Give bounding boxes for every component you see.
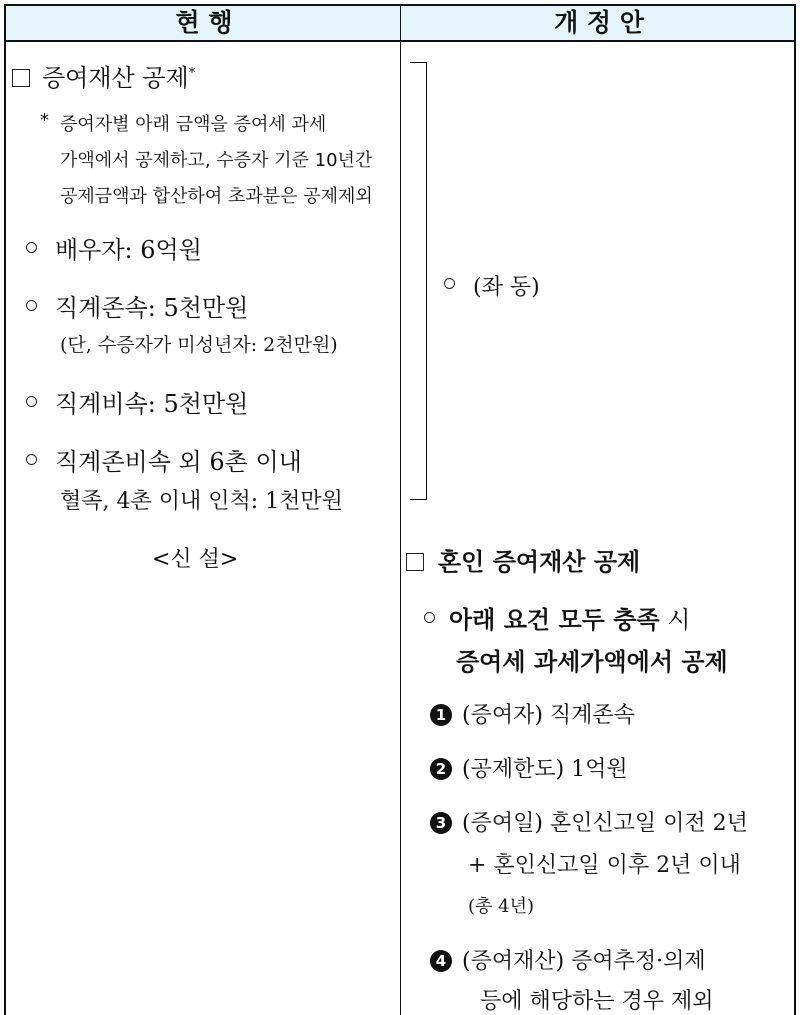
current-footnote: * <box>40 110 49 131</box>
column-divider <box>400 4 401 1015</box>
checkbox-square-icon <box>406 553 424 571</box>
circle-bullet-icon <box>26 396 37 407</box>
number-1-icon: 1 <box>430 704 452 726</box>
current-item: 직계존비속 외 6촌 이내 <box>26 442 302 477</box>
circle-bullet-icon <box>26 300 37 311</box>
circle-bullet-icon <box>444 278 455 289</box>
bracket-line <box>410 62 427 500</box>
circle-bullet-icon <box>26 242 37 253</box>
circle-bullet-icon <box>26 454 37 465</box>
header-current: 현 행 <box>175 8 233 37</box>
footnote-line: 증여자별 아래 금액을 증여세 과세 <box>60 114 327 135</box>
footnote-line: 가액에서 공제하고, 수증자 기준 10년간 <box>60 150 373 171</box>
requirement-item: 3 (증여일) 혼인신고일 이전 2년 <box>430 806 748 837</box>
current-item: 직계비속: 5천만원 <box>26 384 248 419</box>
checkbox-square-icon <box>12 69 30 87</box>
requirement-line: (총 4년) <box>468 896 534 917</box>
table-border-right <box>794 4 796 1015</box>
current-section-title: 증여재산 공제* <box>12 58 195 93</box>
footnote-line: 공제금액과 합산하여 초과분은 공제제외 <box>60 186 373 207</box>
requirement-item: 4 (증여재산) 증여추정·의제 <box>430 944 706 975</box>
number-4-icon: 4 <box>430 950 452 972</box>
proposed-condition-line2: 증여세 과세가액에서 공제 <box>456 647 728 676</box>
requirement-line: + 혼인신고일 이후 2년 이내 <box>468 853 741 878</box>
circle-bullet-icon <box>424 612 435 623</box>
header-proposed: 개 정 안 <box>554 8 644 37</box>
number-3-icon: 3 <box>430 812 452 834</box>
requirement-item: 1 (증여자) 직계존속 <box>430 698 635 729</box>
requirement-line: 등에 해당하는 경우 제외 <box>480 989 714 1014</box>
current-item: 직계존속: 5천만원 <box>26 288 248 323</box>
current-item-sub: 혈족, 4촌 이내 인척: 1천만원 <box>60 489 343 514</box>
proposed-same-as-left: (좌 동) <box>444 270 540 301</box>
table-border-left <box>4 4 6 1015</box>
proposed-condition: 아래 요건 모두 충족 시 <box>424 600 690 635</box>
proposed-section-title: 혼인 증여재산 공제 <box>406 542 640 577</box>
requirement-item: 2 (공제한도) 1억원 <box>430 752 628 783</box>
number-2-icon: 2 <box>430 758 452 780</box>
current-item: 배우자: 6억원 <box>26 230 202 265</box>
current-item-sub: (단, 수증자가 미성년자: 2천만원) <box>60 334 338 356</box>
new-provision-marker: <신 설> <box>152 547 239 572</box>
